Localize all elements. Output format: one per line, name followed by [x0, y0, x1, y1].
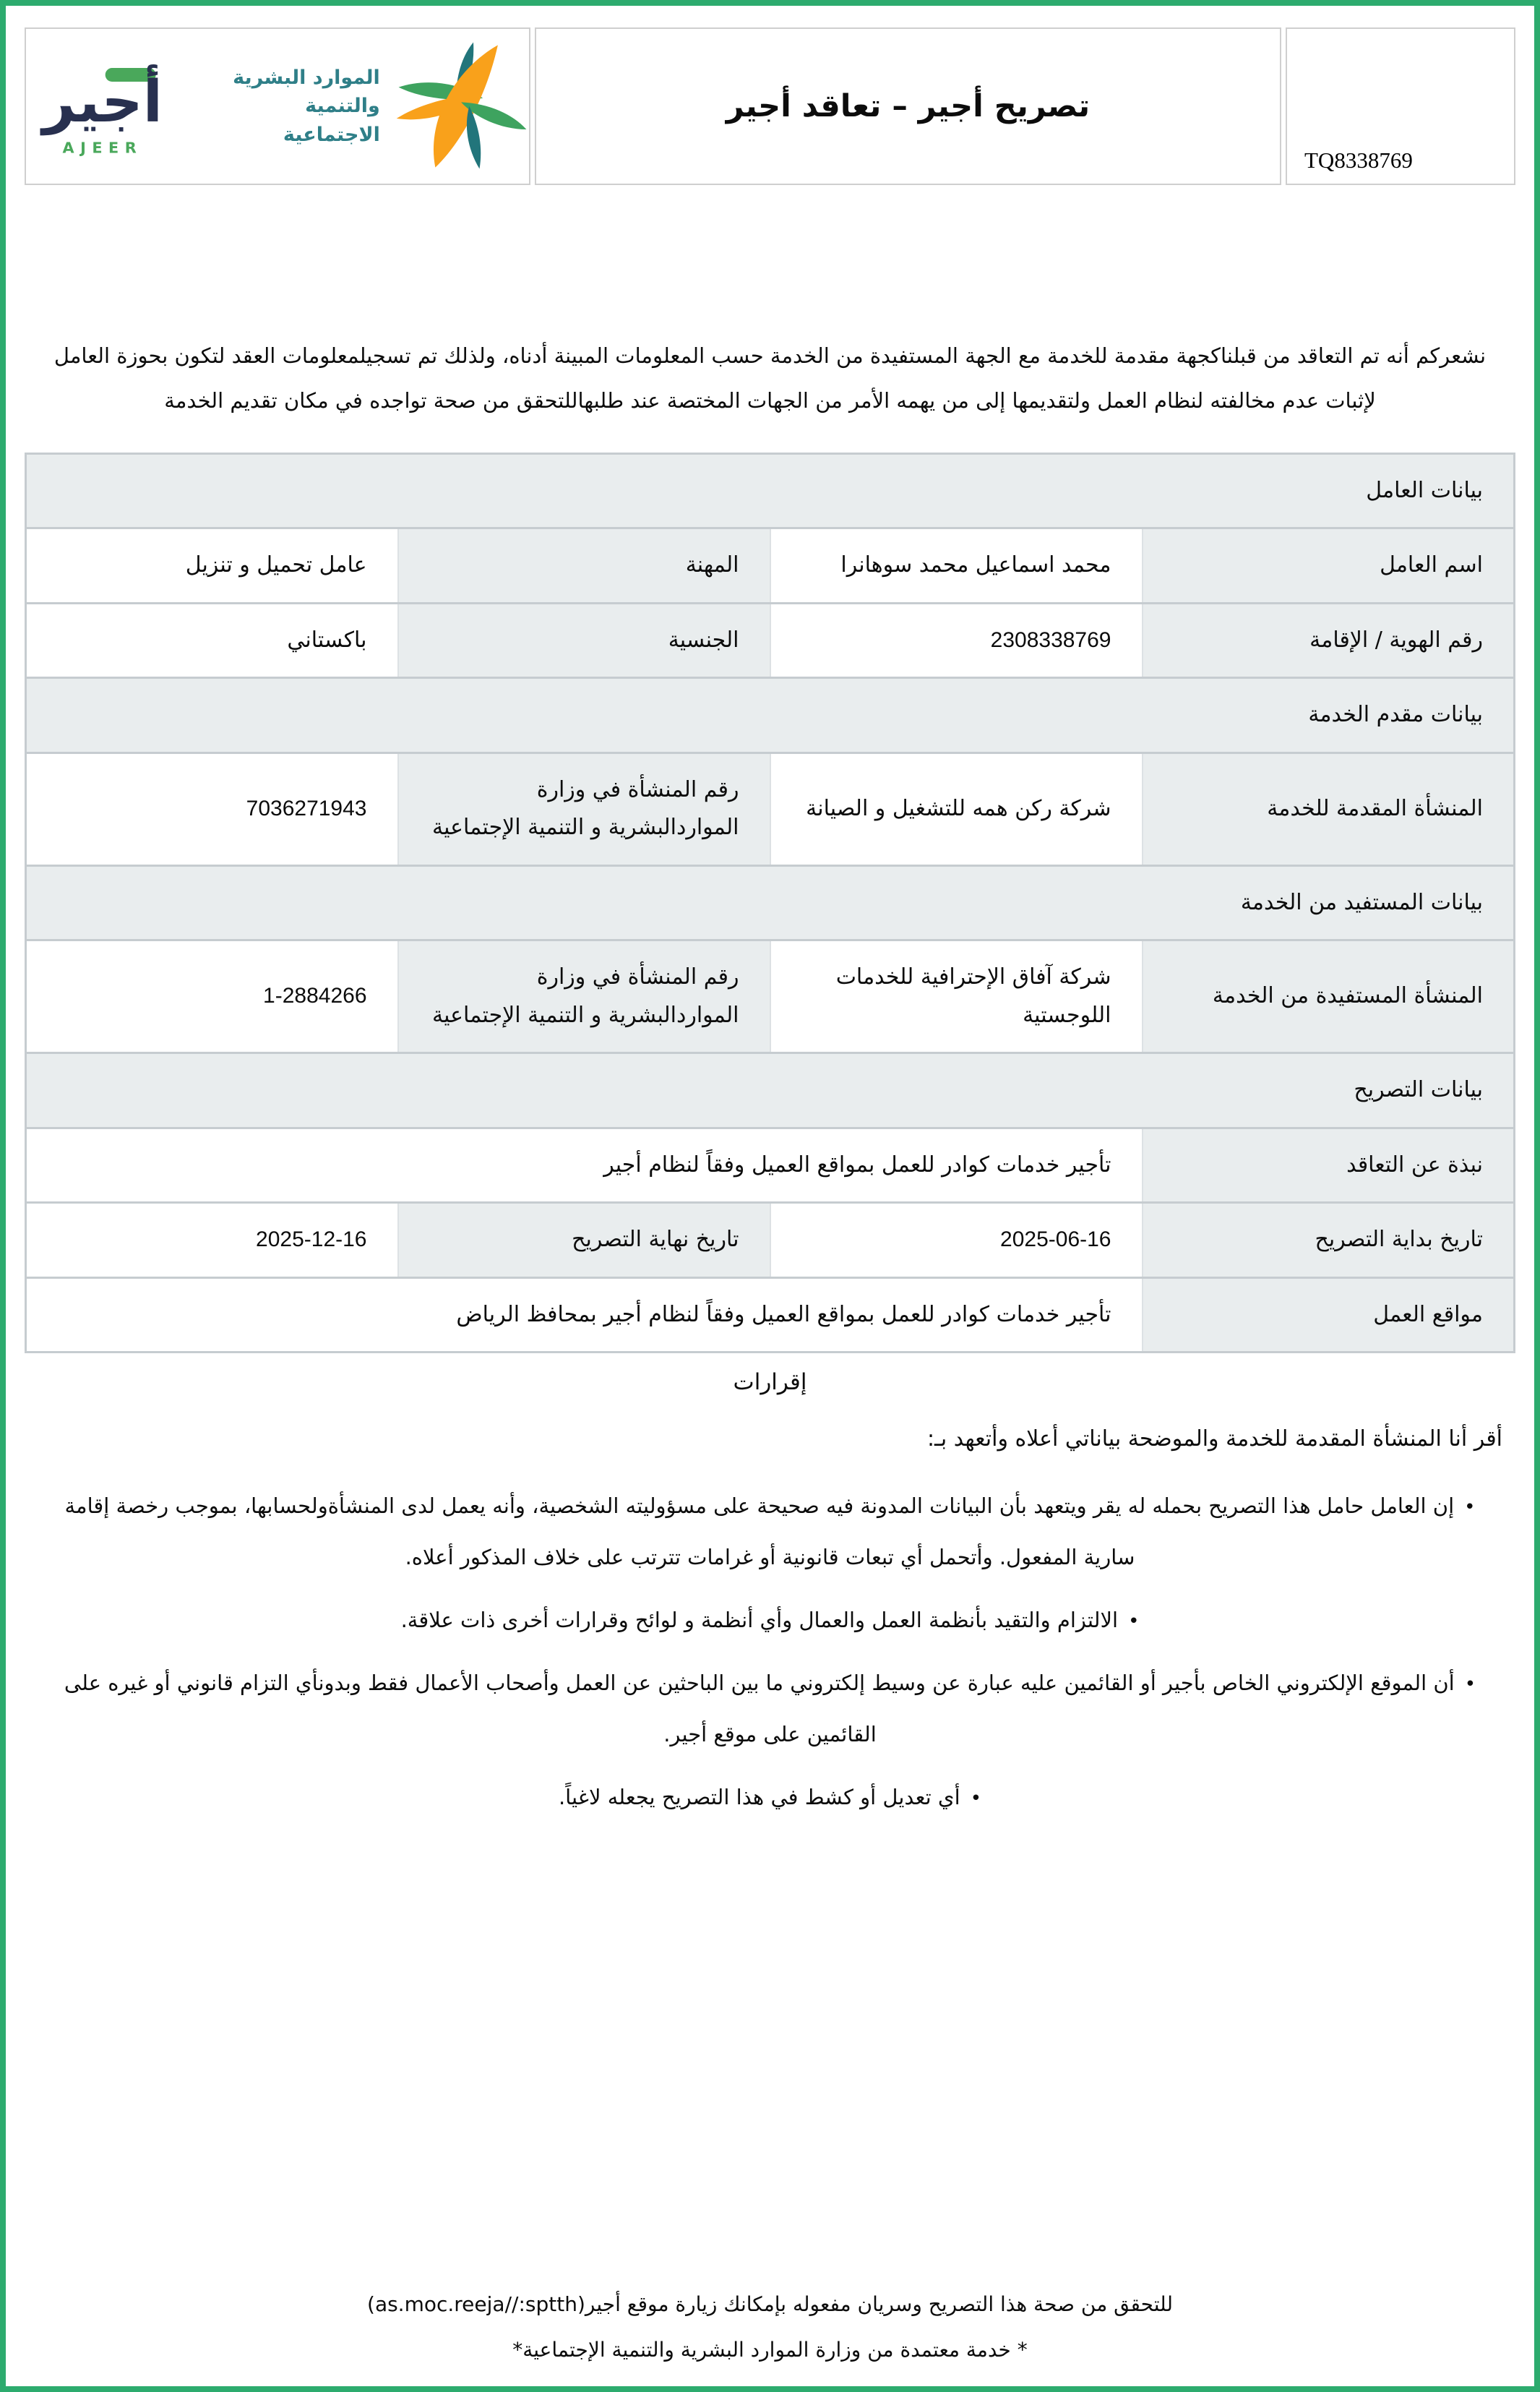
- ajeer-logo-arabic: أجير: [42, 67, 163, 135]
- start-date-label: تاريخ بداية التصريح: [1143, 1203, 1515, 1278]
- table-row: [26, 940, 1515, 1053]
- document-footer: [25, 2292, 1515, 2362]
- declaration-item: [36, 1480, 1504, 1583]
- end-date-label: تاريخ نهاية التصريح: [398, 1203, 770, 1278]
- permit-data-table: [25, 453, 1515, 1354]
- provider-mol-number-value: 7036271943: [26, 753, 398, 865]
- id-number-value: 2308338769: [770, 603, 1143, 678]
- section-header-beneficiary: بيانات المستفيد من الخدمة: [26, 865, 1515, 940]
- table-row: [26, 528, 1515, 604]
- bullet-dot: •: [970, 1788, 982, 1810]
- bullet-dot: •: [1128, 1611, 1140, 1633]
- ministry-palm-star-icon: [393, 38, 529, 175]
- ministry-logo: [207, 38, 529, 175]
- table-row: [26, 753, 1515, 865]
- ministry-text-line2: والتنمية الاجتماعية: [283, 95, 380, 146]
- work-locations-label: مواقع العمل: [1143, 1277, 1515, 1353]
- intro-paragraph: نشعركم أنه تم التعاقد من قبلناكجهة مقدمة للخدمة مع الجهة المستفيدة من الخدمة حسب المعلومات المبينة أدناه، ولذلك تم تسجيلمعلومات العقد لتكون بحوزة العامل لإثبات عدم مخالفته لنظام العمل ولتقديمها إلى من يهمه الأمر من الجهات المختصة عند طلبهاللتحقق من صحة تواجده في مكان تقديم الخدمة: [53, 343, 1487, 413]
- verification-url: (as.moc.reeja//:sptth): [367, 2292, 585, 2316]
- declarations-list: [25, 1469, 1515, 1835]
- table-row: [26, 1277, 1515, 1353]
- end-date-value: 2025-12-16: [26, 1203, 398, 1278]
- ministry-text-line1: الموارد البشرية: [233, 67, 380, 90]
- declaration-text: الالتزام والتقيد بأنظمة العمل والعمال وأي أنظمة و لوائح وقرارات أخرى ذات علاقة.: [400, 1608, 1119, 1633]
- profession-label: المهنة: [398, 528, 770, 604]
- contract-summary-label: نبذة عن التعاقد: [1143, 1128, 1515, 1203]
- table-row: [26, 1128, 1515, 1203]
- declaration-item: [36, 1595, 1504, 1646]
- verification-line: [25, 2292, 1515, 2316]
- nationality-value: باكستاني: [26, 603, 398, 678]
- declaration-item: [36, 1658, 1504, 1760]
- declaration-text: أي تعديل أو كشط في هذا التصريح يجعله لاغياً.: [558, 1785, 960, 1810]
- beneficiary-name-label: المنشأة المستفيدة من الخدمة: [1143, 940, 1515, 1053]
- section-header-permit: بيانات التصريح: [26, 1053, 1515, 1128]
- beneficiary-name-value: شركة آفاق الإحترافية للخدمات اللوجستية: [770, 940, 1143, 1053]
- declaration-text: إن العامل حامل هذا التصريح بحمله له يقر ويتعهد بأن البيانات المدونة فيه صحيحة على مسؤوليته الشخصية، وأنه يعمل لدى المنشأةولحسابها، بموجب رخصة إقامة سارية المفعول. وأتحمل أي تبعات قانونية أو غرامات تترتب على خلاف المذكور أعلاه.: [64, 1493, 1455, 1570]
- declarations-heading: إقرارات: [733, 1369, 807, 1396]
- profession-value: عامل تحميل و تنزيل: [26, 528, 398, 604]
- section-permit: [26, 1053, 1515, 1128]
- section-beneficiary: [26, 865, 1515, 940]
- section-worker: [26, 453, 1515, 528]
- declaration-text: أن الموقع الإلكتروني الخاص بأجير أو القائمين عليه عبارة عن وسيط إلكتروني ما بين الباحثين عن العمل وأصحاب الأعمال فقط وبدونأي التزام قانوني أو غيره على القائمين على موقع أجير.: [64, 1671, 1455, 1747]
- ministry-logo-text: [207, 64, 379, 148]
- declarations-intro: أقر أنا المنشأة المقدمة للخدمة والموضحة بياناتي أعلاه وأتعهد بـ:: [926, 1426, 1502, 1452]
- provider-mol-number-label: رقم المنشأة في وزارة المواردالبشرية و التنمية الإجتماعية: [398, 753, 770, 865]
- id-number-label: رقم الهوية / الإقامة: [1143, 603, 1515, 678]
- table-row: [26, 1203, 1515, 1278]
- work-locations-value: تأجير خدمات كوادر للعمل بمواقع العميل وفقاً لنظام أجير بمحافظ الرياض: [26, 1277, 1143, 1353]
- permit-number: TQ8338769: [1304, 147, 1413, 173]
- permit-number-box: [1286, 27, 1515, 185]
- bullet-dot: •: [1464, 1673, 1476, 1696]
- page-title: تصريح أجير – تعاقد أجير: [726, 88, 1091, 124]
- beneficiary-mol-number-label: رقم المنشأة في وزارة المواردالبشرية و التنمية الإجتماعية: [398, 940, 770, 1053]
- worker-name-value: محمد اسماعيل محمد سوهانرا: [770, 528, 1143, 604]
- document-content: [6, 6, 1534, 2386]
- ajeer-logo-icon: [26, 48, 183, 164]
- title-box: [535, 27, 1281, 185]
- table-row: [26, 603, 1515, 678]
- verification-text: للتحقق من صحة هذا التصريح وسريان مفعوله بإمكانك زيارة موقع أجير: [585, 2292, 1173, 2316]
- logos-box: [25, 27, 530, 185]
- ajeer-logo-english: AJEER: [62, 139, 143, 157]
- provider-name-label: المنشأة المقدمة للخدمة: [1143, 753, 1515, 865]
- contract-summary-value: تأجير خدمات كوادر للعمل بمواقع العميل وفقاً لنظام أجير: [26, 1128, 1143, 1203]
- start-date-value: 2025-06-16: [770, 1203, 1143, 1278]
- section-header-worker: بيانات العامل: [26, 453, 1515, 528]
- bullet-dot: •: [1464, 1496, 1476, 1519]
- nationality-label: الجنسية: [398, 603, 770, 678]
- certified-line: * خدمة معتمدة من وزارة الموارد البشرية والتنمية الإجتماعية*: [512, 2338, 1028, 2362]
- section-header-provider: بيانات مقدم الخدمة: [26, 678, 1515, 753]
- declaration-item: [36, 1772, 1504, 1823]
- document-header: [25, 27, 1515, 185]
- worker-name-label: اسم العامل: [1143, 528, 1515, 604]
- provider-name-value: شركة ركن همه للتشغيل و الصيانة: [770, 753, 1143, 865]
- beneficiary-mol-number-value: 1-2884266: [26, 940, 398, 1053]
- section-provider: [26, 678, 1515, 753]
